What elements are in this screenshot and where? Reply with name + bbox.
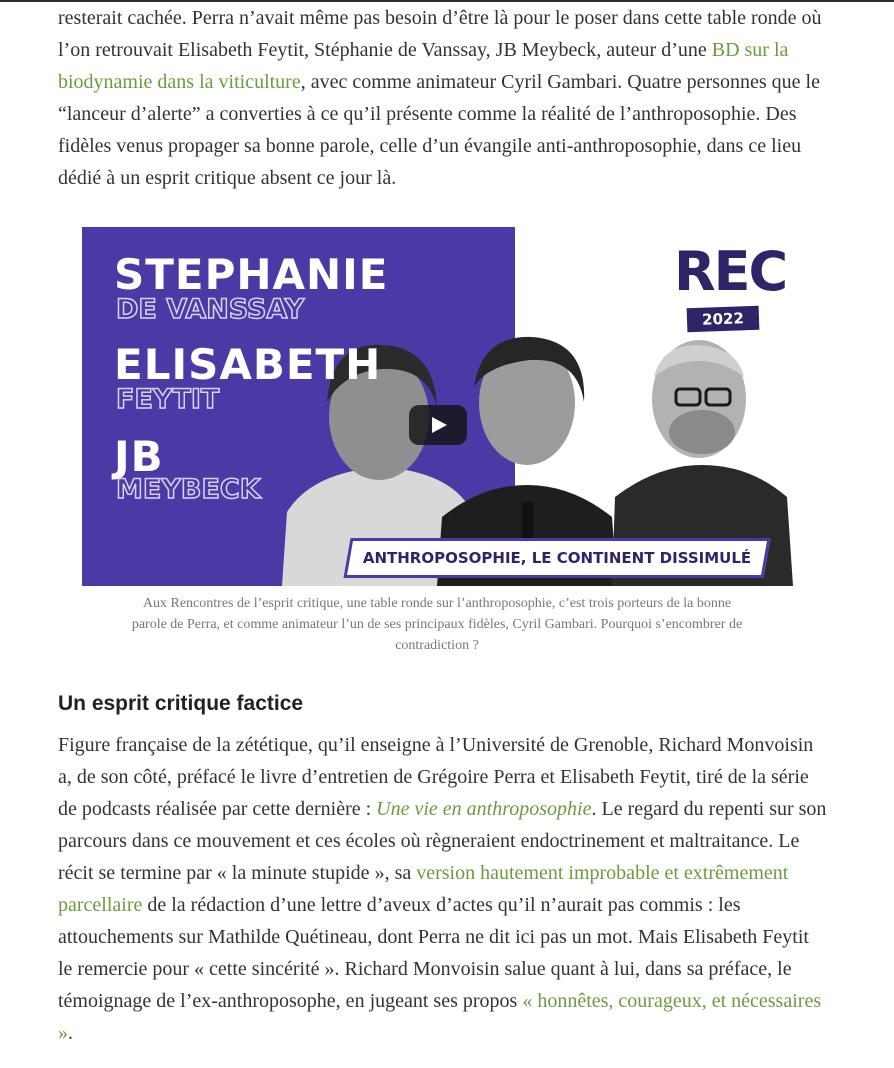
paragraph-1	[58, 2, 828, 194]
paragraph-text: . Le regard du repenti sur son parcours dans ce mouvement et ces écoles où règneraient endoctrinement et maltraitance. Le récit se termine par « la minute stupide », sa	[58, 798, 827, 884]
video-embed[interactable]	[82, 227, 793, 586]
paragraph-text: resterait cachée. Perra n’avait même pas besoin d’être là pour le poser dans cette table ronde où l’on retrouvait Elisabeth Feytit, Stéphanie de Vanssay, JB Meybeck, auteur d’une	[58, 7, 822, 61]
paragraph-text: .	[68, 1022, 73, 1044]
video-title: ANTHROPOSOPHIE, LE CONTINENT DISSIMULÉ	[362, 549, 752, 567]
bd-biodynamie-link[interactable]: BD sur la biodynamie dans la viticulture	[58, 39, 789, 93]
rec-logo: REC	[674, 240, 787, 303]
section-heading: Un esprit critique factice	[58, 692, 304, 715]
paragraph-text: de la rédaction d’une lettre d’aveux d’actes qu’il n’aurait pas commis : les attouchements sur Mathilde Quétineau, dont Perra ne dit ici pas un mot. Mais Elisabeth Feytit le remercie pour « cette sincérité ». Richard Monvoisin salue quant à lui, dans sa préface, le témoignage de l’ex-anthroposophe, en jugeant ses propos	[58, 894, 809, 1012]
image-caption: Aux Rencontres de l’esprit critique, une table ronde sur l’anthroposophie, c’est trois porteurs de la bonne parole de Perra, et comme animateur l’un de ses principaux fidèles, Cyril Gambari. Pourquoi s’encombrer de contradiction ?	[131, 596, 743, 653]
version-improbable-link[interactable]: version hautement improbable et extrêmement parcellaire	[58, 862, 789, 916]
speaker-3-first-name: JB	[114, 432, 164, 481]
speaker-3-last-name: MEYBECK	[116, 474, 261, 505]
year-badge: 2022	[687, 306, 760, 332]
speaker-1-first-name: STEPHANIE	[114, 250, 389, 299]
play-icon	[432, 417, 447, 433]
paragraph-text: , avec comme animateur Cyril Gambari. Quatre personnes que le “lanceur d’alerte” a converties à ce qu’il présente comme la réalité de l’anthroposophie. Des fidèles venus propager sa bonne parole, celle d’un évangile anti-anthroposophie, dans ce lieu dédié à un esprit critique absent ce jour là.	[58, 71, 820, 189]
speaker-2-first-name: ELISABETH	[114, 340, 382, 389]
paragraph-2	[58, 729, 828, 1049]
paragraph-text: Figure française de la zététique, qu’il enseigne à l’Université de Grenoble, Richard Monvoisin a, de son côté, préfacé le livre d’entretien de Grégoire Perra et Elisabeth Feytit, tiré de la série de podcasts réalisée par cette dernière :	[58, 734, 814, 820]
play-button[interactable]	[409, 405, 467, 445]
speaker-1-last-name: DE VANSSAY	[116, 294, 305, 325]
speaker-2-last-name: FEYTIT	[116, 384, 220, 415]
honnetes-courageux-link[interactable]: « honnêtes, courageux, et nécessaires »	[58, 990, 822, 1044]
une-vie-en-anthroposophie-link[interactable]: Une vie en anthroposophie	[376, 798, 592, 820]
